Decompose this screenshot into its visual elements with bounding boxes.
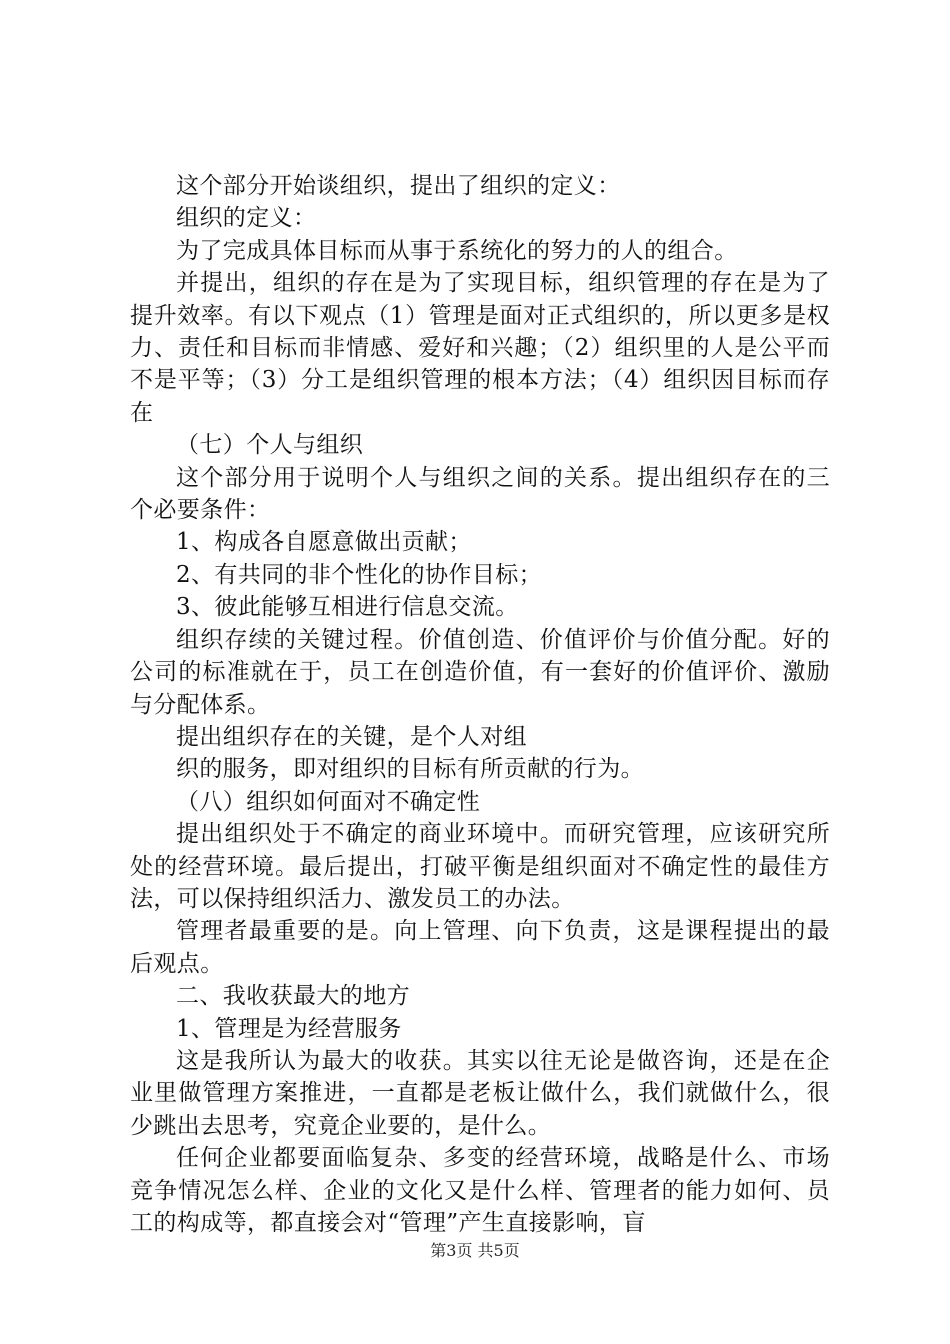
paragraph-7: 提出组织存在的关键，是个人对组 [176, 723, 527, 750]
paragraph-9: 提出组织处于不确定的商业环境中。而研究管理，应该研究所处的经营环境。最后提出，打破平衡是组织面对不确定性的最佳方法，可以保持组织活力、激发员工的办法。 [130, 821, 830, 912]
list-item-3: 3、彼此能够互相进行信息交流。 [176, 594, 519, 621]
paragraph-10: 管理者最重要的是。向上管理、向下负责，这是课程提出的最后观点。 [130, 918, 830, 977]
paragraph-5: 这个部分用于说明个人与组织之间的关系。提出组织存在的三个必要条件： [130, 464, 830, 524]
list-item-1: 1、构成各自愿意做出贡献； [176, 529, 472, 556]
paragraph-4: 并提出，组织的存在是为了实现目标，组织管理的存在是为了提升效率。有以下观点（1）管理是面对正式组织的，所以更多是权力、责任和目标而非情感、爱好和兴趣；（2）组织里的人是公平而不是平等；（3）分工是组织管理的根本方法；（4）组织因目标而存在 [130, 270, 830, 426]
section-heading-2: 二、我收获最大的地方 [176, 983, 410, 1010]
section-heading-8: （八）组织如何面对不确定性 [176, 788, 481, 815]
paragraph-6: 组织存续的关键过程。价值创造、价值评价与价值分配。好的公司的标准就在于，员工在创造价值，有一套好的价值评价、激励与分配体系。 [130, 626, 830, 718]
paragraph-11: 这是我所认为最大的收获。其实以往无论是做咨询，还是在企业里做管理方案推进，一直都是老板让做什么，我们就做什么，很少跳出去思考，究竟企业要的，是什么。 [130, 1047, 830, 1139]
section-heading-7: （七）个人与组织 [176, 432, 364, 459]
paragraph-3: 为了完成具体目标而从事于系统化的努力的人的组合。 [176, 237, 738, 264]
paragraph-8: 织的服务，即对组织的目标有所贡献的行为。 [176, 756, 644, 783]
paragraph-2: 组织的定义： [176, 205, 317, 232]
body-text [130, 170, 830, 1239]
paragraph-12: 任何企业都要面临复杂、多变的经营环境，战略是什么、市场竞争情况怎么样、企业的文化又是什么样、管理者的能力如何、员工的构成等，都直接会对“管理”产生直接影响，盲 [130, 1145, 830, 1236]
subheading-1: 1、管理是为经营服务 [176, 1015, 402, 1042]
list-item-2: 2、有共同的非个性化的协作目标； [176, 561, 543, 588]
paragraph-1: 这个部分开始谈组织，提出了组织的定义： [176, 173, 621, 199]
page-footer: 第3页 共5页 [430, 1241, 520, 1260]
